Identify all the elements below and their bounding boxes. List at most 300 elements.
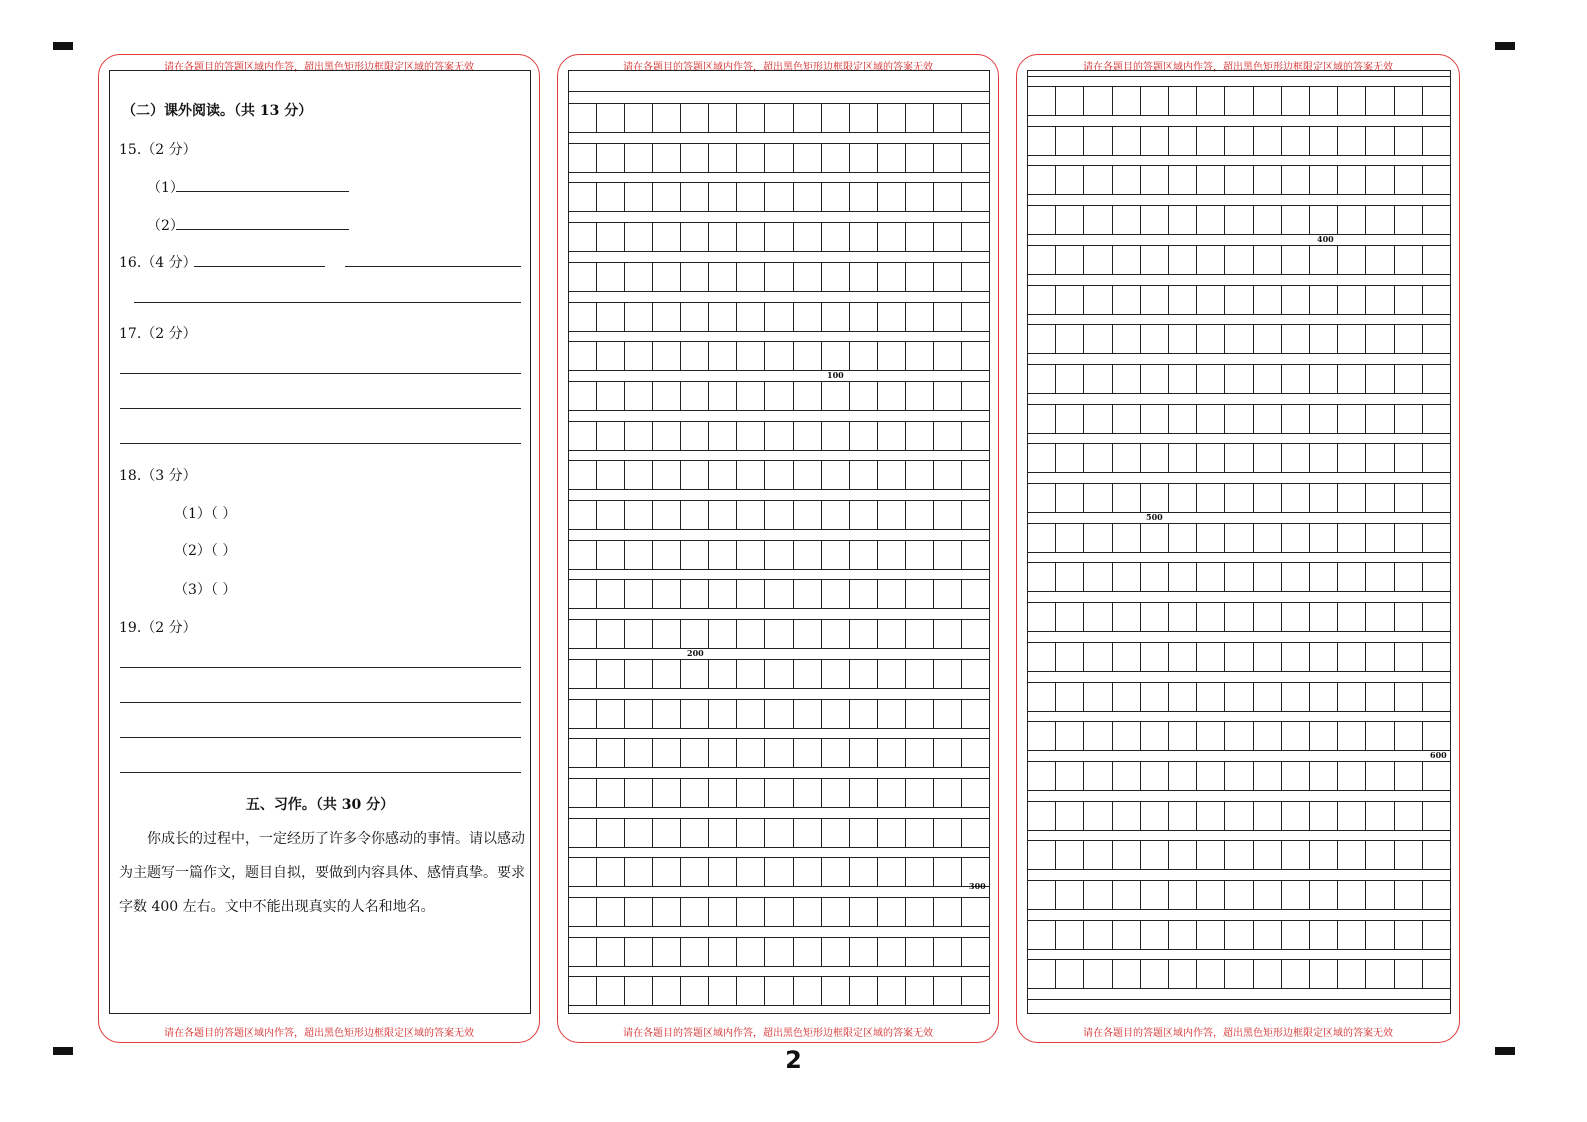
grid-cell[interactable] (850, 858, 878, 886)
grid-cell[interactable] (597, 858, 625, 886)
grid-cell[interactable] (1028, 603, 1056, 631)
grid-cell[interactable] (1028, 365, 1056, 393)
grid-cell[interactable] (1084, 563, 1112, 591)
grid-cell[interactable] (1423, 722, 1450, 750)
grid-cell[interactable] (1338, 127, 1366, 155)
grid-cell[interactable] (569, 858, 597, 886)
grid-cell[interactable] (737, 898, 765, 926)
grid-cell[interactable] (934, 183, 962, 211)
grid-cell[interactable] (709, 858, 737, 886)
grid-cell[interactable] (934, 223, 962, 251)
grid-cell[interactable] (1056, 286, 1084, 314)
grid-cell[interactable] (1028, 841, 1056, 869)
answer-line-15-1[interactable] (176, 191, 349, 192)
grid-cell[interactable] (934, 620, 962, 648)
grid-cell[interactable] (653, 779, 681, 807)
grid-cell[interactable] (569, 104, 597, 132)
grid-cell[interactable] (906, 700, 934, 728)
grid-cell[interactable] (962, 541, 989, 569)
grid-cell[interactable] (709, 422, 737, 450)
grid-cell[interactable] (962, 223, 989, 251)
grid-cell[interactable] (1141, 960, 1169, 988)
grid-cell[interactable] (1395, 563, 1423, 591)
grid-cell[interactable] (1395, 87, 1423, 115)
grid-cell[interactable] (1254, 762, 1282, 790)
grid-cell[interactable] (709, 938, 737, 966)
grid-cell[interactable] (934, 104, 962, 132)
grid-cell[interactable] (1169, 127, 1197, 155)
grid-cell[interactable] (625, 422, 653, 450)
grid-cell[interactable] (1056, 246, 1084, 274)
grid-cell[interactable] (1169, 563, 1197, 591)
grid-cell[interactable] (906, 461, 934, 489)
grid-cell[interactable] (822, 819, 850, 847)
grid-cell[interactable] (934, 779, 962, 807)
grid-cell[interactable] (625, 660, 653, 688)
grid-cell[interactable] (653, 263, 681, 291)
answer-line-19-2[interactable] (120, 702, 521, 703)
grid-cell[interactable] (794, 977, 822, 1005)
grid-cell[interactable] (1282, 524, 1310, 552)
grid-cell[interactable] (1423, 603, 1450, 631)
grid-cell[interactable] (878, 342, 906, 370)
grid-cell[interactable] (1028, 444, 1056, 472)
grid-cell[interactable] (906, 183, 934, 211)
grid-cell[interactable] (597, 303, 625, 331)
grid-cell[interactable] (625, 342, 653, 370)
grid-cell[interactable] (794, 461, 822, 489)
grid-cell[interactable] (1338, 444, 1366, 472)
grid-cell[interactable] (1169, 762, 1197, 790)
grid-cell[interactable] (1056, 881, 1084, 909)
grid-cell[interactable] (850, 382, 878, 410)
grid-cell[interactable] (681, 263, 709, 291)
grid-cell[interactable] (1084, 643, 1112, 671)
grid-cell[interactable] (1113, 762, 1141, 790)
grid-cell[interactable] (850, 620, 878, 648)
grid-cell[interactable] (934, 938, 962, 966)
grid-cell[interactable] (962, 898, 989, 926)
grid-cell[interactable] (850, 303, 878, 331)
grid-cell[interactable] (1169, 881, 1197, 909)
grid-cell[interactable] (1423, 166, 1450, 194)
grid-cell[interactable] (709, 660, 737, 688)
grid-cell[interactable] (934, 819, 962, 847)
grid-cell[interactable] (1254, 484, 1282, 512)
grid-cell[interactable] (1056, 206, 1084, 234)
grid-cell[interactable] (1141, 484, 1169, 512)
grid-cell[interactable] (681, 700, 709, 728)
grid-cell[interactable] (906, 422, 934, 450)
grid-cell[interactable] (1366, 841, 1394, 869)
grid-cell[interactable] (681, 580, 709, 608)
grid-cell[interactable] (1113, 802, 1141, 830)
grid-cell[interactable] (737, 580, 765, 608)
grid-cell[interactable] (1084, 325, 1112, 353)
grid-cell[interactable] (709, 580, 737, 608)
grid-cell[interactable] (1282, 762, 1310, 790)
grid-cell[interactable] (878, 700, 906, 728)
grid-cell[interactable] (1169, 325, 1197, 353)
grid-cell[interactable] (653, 303, 681, 331)
grid-cell[interactable] (1366, 524, 1394, 552)
grid-cell[interactable] (1282, 563, 1310, 591)
grid-cell[interactable] (1254, 921, 1282, 949)
grid-cell[interactable] (569, 898, 597, 926)
grid-cell[interactable] (822, 739, 850, 767)
grid-cell[interactable] (1169, 603, 1197, 631)
grid-cell[interactable] (794, 898, 822, 926)
grid-cell[interactable] (1282, 127, 1310, 155)
grid-cell[interactable] (1395, 881, 1423, 909)
grid-cell[interactable] (1197, 881, 1225, 909)
grid-cell[interactable] (653, 382, 681, 410)
grid-cell[interactable] (653, 858, 681, 886)
grid-cell[interactable] (1028, 802, 1056, 830)
grid-cell[interactable] (962, 501, 989, 529)
grid-cell[interactable] (597, 819, 625, 847)
grid-cell[interactable] (906, 977, 934, 1005)
grid-cell[interactable] (1254, 722, 1282, 750)
grid-cell[interactable] (878, 779, 906, 807)
grid-cell[interactable] (1028, 166, 1056, 194)
grid-cell[interactable] (850, 342, 878, 370)
grid-cell[interactable] (962, 461, 989, 489)
grid-cell[interactable] (1084, 683, 1112, 711)
answer-line-16-a[interactable] (194, 266, 325, 267)
grid-cell[interactable] (1113, 484, 1141, 512)
grid-cell[interactable] (625, 263, 653, 291)
grid-cell[interactable] (962, 739, 989, 767)
grid-cell[interactable] (1113, 206, 1141, 234)
grid-cell[interactable] (1028, 643, 1056, 671)
grid-cell[interactable] (1113, 563, 1141, 591)
grid-cell[interactable] (1225, 683, 1253, 711)
grid-cell[interactable] (1141, 762, 1169, 790)
grid-cell[interactable] (1282, 87, 1310, 115)
grid-cell[interactable] (1282, 643, 1310, 671)
grid-cell[interactable] (1282, 206, 1310, 234)
grid-cell[interactable] (1169, 960, 1197, 988)
grid-cell[interactable] (1197, 286, 1225, 314)
grid-cell[interactable] (709, 700, 737, 728)
grid-cell[interactable] (794, 303, 822, 331)
grid-cell[interactable] (1225, 603, 1253, 631)
grid-cell[interactable] (1056, 563, 1084, 591)
grid-cell[interactable] (597, 223, 625, 251)
grid-cell[interactable] (1141, 166, 1169, 194)
grid-cell[interactable] (709, 620, 737, 648)
grid-cell[interactable] (822, 183, 850, 211)
grid-cell[interactable] (850, 739, 878, 767)
grid-cell[interactable] (1395, 484, 1423, 512)
grid-cell[interactable] (850, 660, 878, 688)
composition-grid-1[interactable] (568, 70, 990, 1014)
grid-cell[interactable] (625, 580, 653, 608)
grid-cell[interactable] (1423, 286, 1450, 314)
grid-cell[interactable] (1197, 365, 1225, 393)
grid-cell[interactable] (934, 382, 962, 410)
grid-cell[interactable] (878, 858, 906, 886)
answer-line-19-1[interactable] (120, 667, 521, 668)
grid-cell[interactable] (1282, 722, 1310, 750)
grid-cell[interactable] (1282, 365, 1310, 393)
grid-cell[interactable] (681, 183, 709, 211)
grid-cell[interactable] (1084, 762, 1112, 790)
grid-cell[interactable] (737, 342, 765, 370)
grid-cell[interactable] (878, 461, 906, 489)
grid-cell[interactable] (569, 620, 597, 648)
grid-cell[interactable] (737, 620, 765, 648)
grid-cell[interactable] (1254, 405, 1282, 433)
grid-cell[interactable] (1056, 802, 1084, 830)
grid-cell[interactable] (1366, 881, 1394, 909)
grid-cell[interactable] (962, 938, 989, 966)
grid-cell[interactable] (1028, 127, 1056, 155)
grid-cell[interactable] (765, 779, 793, 807)
grid-cell[interactable] (878, 263, 906, 291)
grid-cell[interactable] (569, 342, 597, 370)
grid-cell[interactable] (569, 779, 597, 807)
grid-cell[interactable] (737, 183, 765, 211)
grid-cell[interactable] (709, 104, 737, 132)
grid-cell[interactable] (1366, 802, 1394, 830)
grid-cell[interactable] (1141, 444, 1169, 472)
grid-cell[interactable] (1395, 683, 1423, 711)
grid-cell[interactable] (822, 422, 850, 450)
grid-cell[interactable] (597, 541, 625, 569)
grid-cell[interactable] (934, 263, 962, 291)
grid-cell[interactable] (1084, 166, 1112, 194)
grid-cell[interactable] (1423, 960, 1450, 988)
grid-cell[interactable] (625, 819, 653, 847)
grid-cell[interactable] (1056, 524, 1084, 552)
grid-cell[interactable] (1423, 127, 1450, 155)
grid-cell[interactable] (1056, 405, 1084, 433)
grid-cell[interactable] (1310, 206, 1338, 234)
grid-cell[interactable] (569, 263, 597, 291)
grid-cell[interactable] (794, 104, 822, 132)
grid-cell[interactable] (878, 382, 906, 410)
grid-cell[interactable] (822, 977, 850, 1005)
grid-cell[interactable] (1395, 405, 1423, 433)
grid-cell[interactable] (1113, 325, 1141, 353)
grid-cell[interactable] (1141, 286, 1169, 314)
grid-cell[interactable] (962, 700, 989, 728)
grid-cell[interactable] (1197, 603, 1225, 631)
grid-cell[interactable] (1141, 722, 1169, 750)
grid-cell[interactable] (569, 303, 597, 331)
grid-cell[interactable] (737, 700, 765, 728)
grid-cell[interactable] (1395, 524, 1423, 552)
grid-cell[interactable] (1113, 87, 1141, 115)
grid-cell[interactable] (1338, 484, 1366, 512)
grid-cell[interactable] (765, 342, 793, 370)
grid-cell[interactable] (1197, 643, 1225, 671)
grid-cell[interactable] (1056, 841, 1084, 869)
grid-cell[interactable] (1310, 286, 1338, 314)
grid-cell[interactable] (569, 580, 597, 608)
grid-cell[interactable] (1423, 325, 1450, 353)
grid-cell[interactable] (934, 739, 962, 767)
grid-cell[interactable] (1225, 444, 1253, 472)
grid-cell[interactable] (625, 779, 653, 807)
grid-cell[interactable] (1310, 683, 1338, 711)
grid-cell[interactable] (1113, 286, 1141, 314)
grid-cell[interactable] (597, 342, 625, 370)
grid-cell[interactable] (625, 104, 653, 132)
grid-cell[interactable] (794, 422, 822, 450)
grid-cell[interactable] (653, 819, 681, 847)
grid-cell[interactable] (709, 501, 737, 529)
grid-cell[interactable] (1169, 524, 1197, 552)
grid-cell[interactable] (1141, 563, 1169, 591)
grid-cell[interactable] (681, 938, 709, 966)
grid-cell[interactable] (653, 700, 681, 728)
grid-cell[interactable] (1084, 87, 1112, 115)
grid-cell[interactable] (822, 501, 850, 529)
grid-cell[interactable] (737, 263, 765, 291)
grid-cell[interactable] (878, 620, 906, 648)
grid-cell[interactable] (709, 739, 737, 767)
grid-cell[interactable] (1197, 444, 1225, 472)
grid-cell[interactable] (1225, 325, 1253, 353)
grid-cell[interactable] (1366, 246, 1394, 274)
question-18-3-choice[interactable]: （3）（ ） (174, 582, 237, 598)
grid-cell[interactable] (1056, 921, 1084, 949)
grid-cell[interactable] (850, 461, 878, 489)
grid-cell[interactable] (681, 382, 709, 410)
grid-cell[interactable] (737, 223, 765, 251)
grid-cell[interactable] (1056, 960, 1084, 988)
grid-cell[interactable] (1197, 802, 1225, 830)
grid-cell[interactable] (1310, 762, 1338, 790)
grid-cell[interactable] (1395, 762, 1423, 790)
grid-cell[interactable] (1028, 960, 1056, 988)
grid-cell[interactable] (1056, 643, 1084, 671)
grid-cell[interactable] (681, 660, 709, 688)
grid-cell[interactable] (1225, 960, 1253, 988)
grid-cell[interactable] (737, 104, 765, 132)
grid-cell[interactable] (1366, 166, 1394, 194)
grid-cell[interactable] (1197, 127, 1225, 155)
grid-cell[interactable] (1282, 286, 1310, 314)
grid-cell[interactable] (1056, 127, 1084, 155)
grid-cell[interactable] (1423, 683, 1450, 711)
grid-cell[interactable] (1084, 881, 1112, 909)
grid-cell[interactable] (1225, 127, 1253, 155)
grid-cell[interactable] (1113, 683, 1141, 711)
grid-cell[interactable] (1084, 286, 1112, 314)
grid-cell[interactable] (850, 938, 878, 966)
grid-cell[interactable] (1310, 563, 1338, 591)
grid-cell[interactable] (822, 779, 850, 807)
grid-cell[interactable] (934, 461, 962, 489)
grid-cell[interactable] (1028, 325, 1056, 353)
grid-cell[interactable] (1028, 286, 1056, 314)
grid-cell[interactable] (625, 739, 653, 767)
grid-cell[interactable] (681, 461, 709, 489)
grid-cell[interactable] (906, 620, 934, 648)
grid-cell[interactable] (934, 541, 962, 569)
grid-cell[interactable] (1084, 246, 1112, 274)
grid-cell[interactable] (653, 183, 681, 211)
grid-cell[interactable] (1225, 921, 1253, 949)
grid-cell[interactable] (1423, 881, 1450, 909)
grid-cell[interactable] (1197, 524, 1225, 552)
grid-cell[interactable] (1169, 484, 1197, 512)
grid-cell[interactable] (1254, 603, 1282, 631)
grid-cell[interactable] (737, 819, 765, 847)
grid-cell[interactable] (962, 422, 989, 450)
grid-cell[interactable] (681, 342, 709, 370)
grid-cell[interactable] (1282, 405, 1310, 433)
grid-cell[interactable] (906, 660, 934, 688)
grid-cell[interactable] (822, 858, 850, 886)
grid-cell[interactable] (822, 461, 850, 489)
grid-cell[interactable] (681, 303, 709, 331)
grid-cell[interactable] (1254, 960, 1282, 988)
grid-cell[interactable] (934, 144, 962, 172)
grid-cell[interactable] (1225, 524, 1253, 552)
grid-cell[interactable] (1028, 762, 1056, 790)
grid-cell[interactable] (737, 541, 765, 569)
grid-cell[interactable] (934, 501, 962, 529)
grid-cell[interactable] (822, 700, 850, 728)
grid-cell[interactable] (1169, 722, 1197, 750)
grid-cell[interactable] (737, 501, 765, 529)
grid-cell[interactable] (765, 858, 793, 886)
grid-cell[interactable] (934, 580, 962, 608)
grid-cell[interactable] (1395, 722, 1423, 750)
grid-cell[interactable] (625, 620, 653, 648)
grid-cell[interactable] (1423, 762, 1450, 790)
grid-cell[interactable] (1423, 246, 1450, 274)
grid-cell[interactable] (1254, 365, 1282, 393)
grid-cell[interactable] (1338, 365, 1366, 393)
grid-cell[interactable] (962, 104, 989, 132)
grid-cell[interactable] (878, 739, 906, 767)
grid-cell[interactable] (1338, 643, 1366, 671)
grid-cell[interactable] (1282, 484, 1310, 512)
grid-cell[interactable] (709, 898, 737, 926)
grid-cell[interactable] (1366, 87, 1394, 115)
grid-cell[interactable] (794, 700, 822, 728)
grid-cell[interactable] (1310, 802, 1338, 830)
grid-cell[interactable] (1169, 405, 1197, 433)
grid-cell[interactable] (765, 501, 793, 529)
grid-cell[interactable] (709, 461, 737, 489)
grid-cell[interactable] (878, 422, 906, 450)
grid-cell[interactable] (1254, 683, 1282, 711)
grid-cell[interactable] (737, 461, 765, 489)
grid-cell[interactable] (1310, 643, 1338, 671)
grid-cell[interactable] (1338, 722, 1366, 750)
grid-cell[interactable] (1225, 206, 1253, 234)
grid-cell[interactable] (906, 541, 934, 569)
grid-cell[interactable] (1197, 325, 1225, 353)
grid-cell[interactable] (737, 144, 765, 172)
grid-cell[interactable] (962, 382, 989, 410)
grid-cell[interactable] (569, 938, 597, 966)
grid-cell[interactable] (765, 739, 793, 767)
grid-cell[interactable] (1169, 87, 1197, 115)
grid-cell[interactable] (850, 819, 878, 847)
grid-cell[interactable] (794, 144, 822, 172)
grid-cell[interactable] (1141, 802, 1169, 830)
grid-cell[interactable] (1254, 166, 1282, 194)
grid-cell[interactable] (681, 779, 709, 807)
